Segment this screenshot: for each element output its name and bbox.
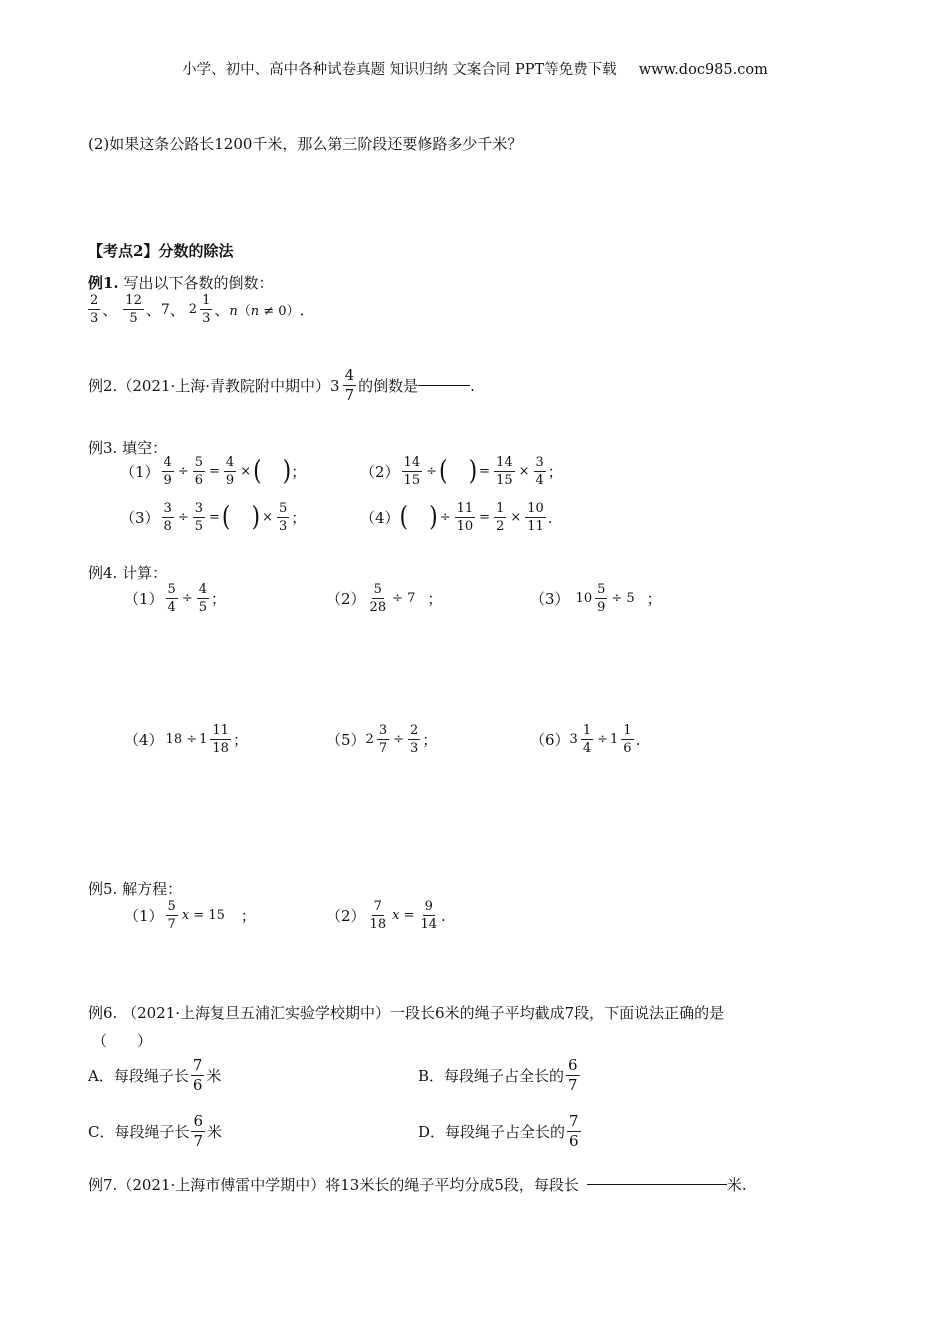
ex3-label: 例3.	[88, 439, 118, 457]
ex5-part2-label: （2）	[326, 907, 366, 925]
ex7-unit: 米.	[726, 1176, 747, 1194]
ex7-label: 例7.	[88, 1176, 118, 1194]
header-url[interactable]: www.doc985.com	[638, 62, 768, 78]
ex5-prompt	[88, 878, 182, 899]
ex1-n-item: n（n ≠ 0）	[229, 304, 300, 319]
ex6-option-a[interactable]	[88, 1058, 221, 1093]
ex7-answer-blank[interactable]	[587, 1184, 727, 1185]
frac: $\frac{4}{5}$	[198, 582, 208, 615]
ex1-sep: 、	[145, 301, 161, 319]
answer-parens[interactable]: ( )	[399, 501, 438, 533]
ex6-label: 例6.	[88, 1004, 118, 1022]
period: .	[441, 906, 446, 925]
frac: $\frac{3}{8}$	[163, 501, 172, 534]
period: .	[547, 508, 553, 527]
frac: $\frac{3}{4}$	[535, 455, 544, 488]
ex2-end: .	[470, 376, 475, 395]
semicolon: ；	[427, 590, 443, 608]
ex3-part2-label: （2）	[360, 463, 400, 481]
frac: $\frac{2}{3}$	[410, 723, 419, 756]
mixed: 10 5 9	[575, 582, 606, 615]
option-d-prefix: D．每段绳子占全长的	[418, 1123, 566, 1141]
ex4-part5: （5） 2 3 7 ÷ $\frac{2}{3}$ ；	[326, 723, 438, 756]
ex5-part1-label: （1）	[124, 907, 164, 925]
frac: $\frac{4}{9}$	[225, 455, 235, 488]
ex1-items	[86, 294, 315, 325]
ex6-question	[88, 1002, 724, 1023]
semicolon: ；	[291, 509, 307, 527]
ex4-part3: （3） 10 5 9 ÷ 5 ；	[530, 582, 662, 615]
ex4-prompt-text: 计算：	[122, 564, 168, 582]
ex3-part1-label: （1）	[120, 463, 160, 481]
frac: 6 7	[193, 1112, 204, 1150]
ex3-part2: （2） $\frac{14}{15}$ ÷ ( ) = $\frac{14}{15}$ × $\frac{3}{4}$ ；	[360, 455, 563, 488]
semicolon: ；	[232, 731, 248, 749]
option-c-suffix: 米	[207, 1123, 223, 1141]
ex1-prompt	[88, 272, 273, 293]
frac: $\frac{14}{15}$	[496, 455, 513, 488]
ex2-source: （2021·上海·青教院附中期中）	[117, 377, 331, 395]
ex3-part1: （1） $\frac{4}{9}$ ÷ $\frac{5}{6}$ = $\frac{4}{9}$ × ( ) ；	[120, 455, 307, 488]
ex1-label: 例1.	[88, 274, 119, 292]
frac: $\frac{11}{10}$	[456, 501, 474, 534]
option-b-prefix: B．每段绳子占全长的	[418, 1067, 565, 1085]
ex1-frac-2-3: 2 3	[90, 293, 99, 326]
frac: $\frac{14}{15}$	[403, 455, 421, 488]
ex1-frac-12-5: 12 5	[125, 293, 142, 326]
ex4-part6-label: （6）	[530, 731, 570, 749]
frac: $\frac{3}{5}$	[194, 501, 204, 534]
frac: 5 7	[167, 899, 176, 932]
ex5-part1: （1） 5 7 x = 15 ；	[124, 899, 256, 932]
answer-parens[interactable]: ( )	[253, 455, 292, 487]
ex4-part3-label: （3）	[530, 590, 570, 608]
ex3-part3: （3） $\frac{3}{8}$ ÷ $\frac{3}{5}$ = ( ) × $\frac{5}{3}$ ；	[120, 501, 307, 534]
ex5-prompt-text: 解方程：	[122, 880, 183, 898]
ex1-prompt-text: 写出以下各数的倒数：	[123, 274, 274, 292]
answer-parens[interactable]: ( )	[221, 501, 261, 533]
ex4-part2: （2） $\frac{5}{28}$ ÷ 7 ；	[326, 582, 443, 615]
ex2-mixed-3-4-7: 3 4 7	[330, 366, 355, 404]
frac: $\frac{5}{6}$	[194, 455, 204, 488]
mixed: 3 1 4	[569, 723, 592, 756]
ex2	[88, 368, 475, 403]
question-2: (2)如果这条公路长1200千米，那么第三阶段还要修路多少千米？	[88, 135, 523, 153]
semicolon: ；	[291, 463, 307, 481]
page-header	[0, 58, 950, 79]
ex4-part2-label: （2）	[326, 590, 366, 608]
frac: 7 6	[569, 1112, 579, 1150]
ex3-part4-label: （4）	[360, 509, 400, 527]
ex1-seven: 7	[160, 301, 170, 318]
ex7	[88, 1174, 747, 1195]
ex3-prompt	[88, 437, 167, 458]
frac: $\frac{5}{28}$	[369, 582, 387, 615]
ex1-sep: 、	[214, 301, 230, 319]
period: .	[635, 730, 641, 749]
ex4-part5-label: （5）	[326, 731, 366, 749]
ex6-option-b[interactable]	[418, 1058, 582, 1093]
frac: 7 18	[369, 899, 387, 932]
ex4-part6: （6） 3 1 4 ÷ 1 1 6 .	[530, 723, 641, 756]
frac: $\frac{10}{11}$	[527, 501, 544, 534]
frac: $\frac{1}{2}$	[496, 501, 505, 534]
ex6-text: （2021·上海复旦五浦汇实验学校期中）一段长6米的绳子平均截成7段，下面说法正确的是	[122, 1004, 725, 1022]
option-c-prefix: C．每段绳子长	[88, 1123, 190, 1141]
ex7-text: （2021·上海市傅雷中学期中）将13米长的绳子平均分成5段，每段长	[117, 1176, 579, 1194]
ex5-label: 例5.	[88, 880, 118, 898]
ex2-tail: 的倒数是	[358, 377, 419, 395]
ex4-part4-label: （4）	[124, 731, 164, 749]
mixed: 1 11 18	[199, 723, 229, 756]
ex4-prompt	[88, 562, 167, 583]
frac: $\frac{4}{9}$	[163, 455, 172, 488]
frac: 7 6	[192, 1056, 203, 1094]
frac: $\frac{9}{14}$	[420, 899, 438, 932]
option-a-suffix: 米	[206, 1067, 222, 1085]
ex4-label: 例4.	[88, 564, 118, 582]
semicolon: ；	[211, 590, 227, 608]
semicolon: ；	[646, 590, 662, 608]
ex2-label: 例2.	[88, 377, 118, 395]
ex1-sep: 、	[102, 301, 118, 319]
ex5-part2: （2） 7 18 x = $\frac{9}{14}$ .	[326, 899, 446, 932]
frac: 6 7	[568, 1056, 578, 1094]
ex1-sep: 、	[169, 301, 185, 319]
frac: $\frac{5}{4}$	[167, 582, 176, 615]
ex1-mixed-2-1-3: 2 1 3	[188, 293, 211, 326]
section-title: 【考点2】分数的除法	[88, 242, 234, 260]
semicolon: ；	[240, 907, 256, 925]
mixed: 1 1 6	[610, 723, 632, 756]
ex3-prompt-text: 填空：	[122, 439, 168, 457]
ex4-part1: （1） $\frac{5}{4}$ ÷ $\frac{4}{5}$ ；	[124, 582, 227, 615]
ex6-answer-paren[interactable]: （ ）	[92, 1032, 153, 1050]
ex1-end: ．	[299, 301, 315, 319]
ex2-answer-blank[interactable]	[418, 385, 470, 386]
semicolon: ；	[422, 731, 438, 749]
header-text: 小学、初中、高中各种试卷真题 知识归纳 文案合同 PPT等免费下载	[182, 62, 617, 78]
ex6-option-d[interactable]	[418, 1114, 583, 1149]
mixed: 2 3 7	[365, 723, 388, 756]
frac: $\frac{5}{3}$	[278, 501, 288, 534]
ex3-part4: （4） ( ) ÷ $\frac{11}{10}$ = $\frac{1}{2}$ × $\frac{10}{11}$ .	[360, 501, 553, 534]
semicolon: ；	[547, 463, 563, 481]
option-a-prefix: A．每段绳子长	[88, 1067, 189, 1085]
ex6-option-c[interactable]	[88, 1114, 222, 1149]
ex4-part4: （4） 18 ÷ 1 11 18 ；	[124, 723, 248, 756]
answer-parens[interactable]: ( )	[439, 455, 478, 487]
ex3-part3-label: （3）	[120, 509, 160, 527]
ex4-part1-label: （1）	[124, 590, 164, 608]
